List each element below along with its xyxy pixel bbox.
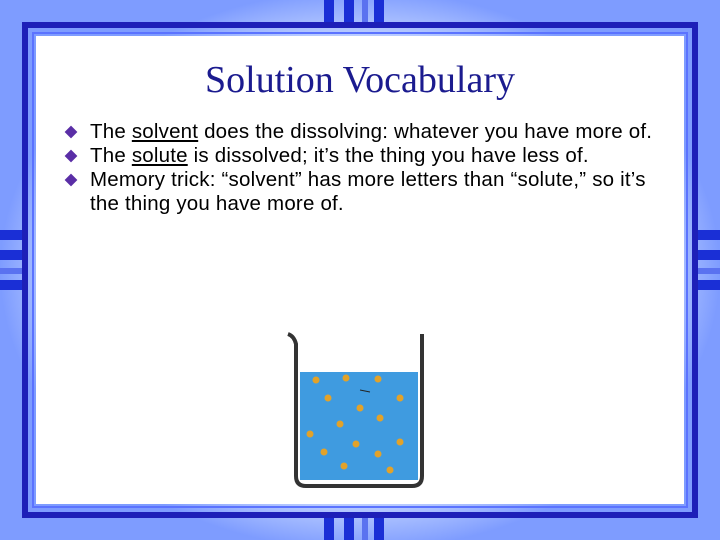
beaker-diagram: [280, 326, 480, 506]
solute-particle: [325, 395, 332, 402]
bullet-text: Memory trick: “solvent” has more letters than “solute,” so it’s the thing you have more of.: [90, 168, 646, 215]
diamond-bullet-icon: [65, 126, 78, 139]
bullet-text: The: [90, 144, 132, 167]
slide-title: Solution Vocabulary: [205, 59, 515, 101]
bullet-text: does the dissolving: whatever you have more of.: [198, 120, 653, 143]
solute-particle: [397, 395, 404, 402]
term-solute: solute: [131, 144, 188, 167]
solute-particle: [387, 467, 394, 474]
solute-particle: [337, 421, 344, 428]
bullet-item-memory-trick: [66, 168, 656, 216]
solute-particle: [375, 376, 382, 383]
beaker-illustration: [280, 326, 480, 506]
solute-particle: [341, 463, 348, 470]
bullet-item-solute: [66, 144, 656, 168]
solvent-liquid: [300, 372, 418, 480]
solute-particle: [375, 451, 382, 458]
solute-particle: [397, 439, 404, 446]
bullet-text: is dissolved; it’s the thing you have less of.: [187, 144, 589, 167]
term-solvent: solvent: [131, 120, 199, 143]
solute-particle: [357, 405, 364, 412]
solute-particle: [321, 449, 328, 456]
solute-particle: [377, 415, 384, 422]
diamond-bullet-icon: [65, 150, 78, 163]
diamond-bullet-icon: [65, 174, 78, 187]
solute-particle: [343, 375, 350, 382]
solute-particle: [353, 441, 360, 448]
solute-particle: [307, 431, 314, 438]
bullet-text: The: [90, 120, 132, 143]
bullet-item-solvent: [66, 120, 656, 144]
slide-content: [36, 36, 684, 504]
solute-particle: [313, 377, 320, 384]
bullet-list: [66, 120, 656, 216]
